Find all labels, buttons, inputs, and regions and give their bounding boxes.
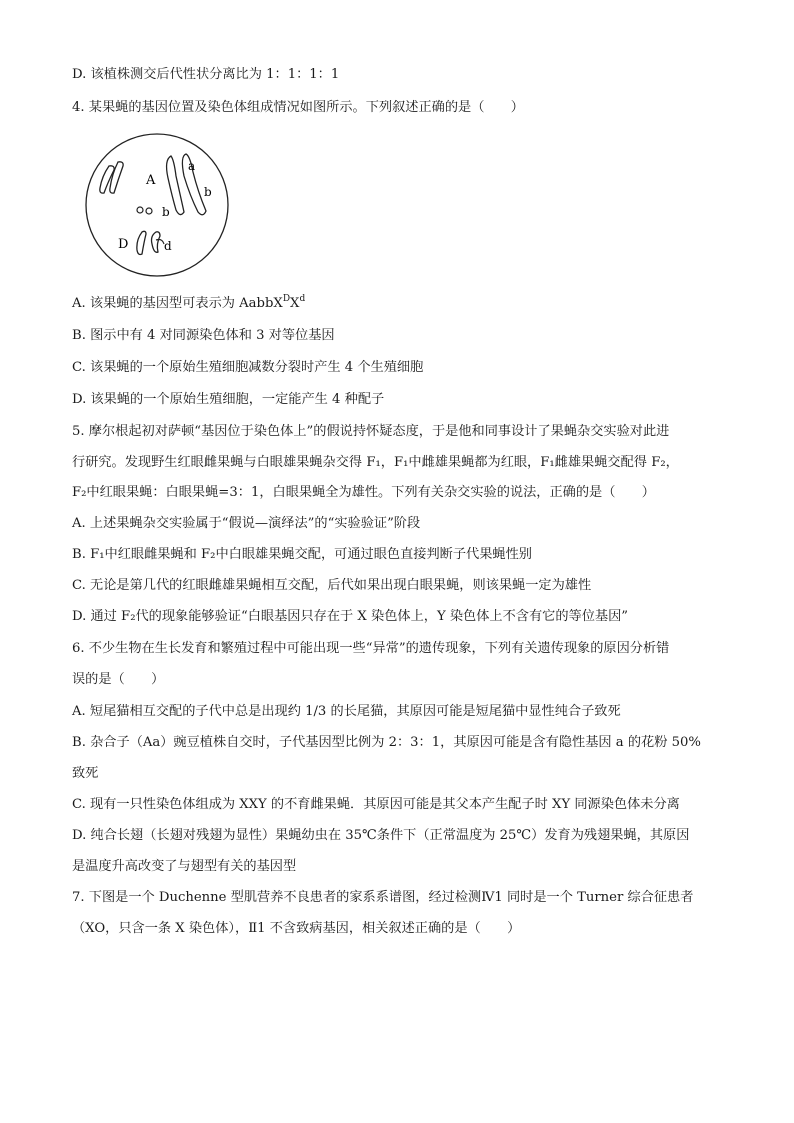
line-q3d: D. 该植株测交后代性状分离比为 1：1：1：1 (72, 67, 340, 82)
label-b-right: b (204, 185, 212, 199)
chromosome-figure (76, 132, 238, 278)
option-4c: C. 该果蝇的一个原始生殖细胞减数分裂时产生 4 个生殖细胞 (72, 360, 424, 375)
option-4d: D. 该果蝇的一个原始生殖细胞，一定能产生 4 种配子 (72, 392, 385, 407)
chromosome-D (137, 231, 146, 254)
label-D: D (118, 237, 129, 252)
option-5a: A. 上述果蝇杂交实验属于“假说—演绎法”的“实验验证”阶段 (72, 516, 421, 531)
question-5-line-1: 5. 摩尔根起初对萨顿“基因位于染色体上”的假说持怀疑态度，于是他和同事设计了果蝇杂交实验对此进 (72, 424, 670, 439)
option-4a-text: A. 该果蝇的基因型可表示为 AabbX (72, 296, 283, 311)
option-5c: C. 无论是第几代的红眼雌雄果蝇相互交配，后代如果出现白眼果蝇，则该果蝇一定为雄性 (72, 578, 592, 593)
option-6d-line-2: 是温度升高改变了与翅型有关的基因型 (72, 859, 297, 874)
sup-D: D (282, 294, 291, 304)
label-b-left: b (162, 205, 170, 219)
question-6-line-2: 误的是（ ） (72, 672, 165, 687)
label-A: A (146, 173, 156, 188)
option-5b: B. F₁中红眼雌果蝇和 F₂中白眼雄果蝇交配，可通过眼色直接判断子代果蝇性别 (72, 547, 532, 562)
question-5-line-3: F₂中红眼果蝇：白眼果蝇=3：1，白眼果蝇全为雄性。下列有关杂交实验的说法，正确的是（ ） (72, 485, 655, 500)
chromosome-dot-2 (146, 208, 152, 214)
question-7-line-1: 7. 下图是一个 Duchenne 型肌营养不良患者的家系系谱图，经过检测Ⅳ1 同时是一个 Turner 综合征患者 (72, 890, 694, 905)
cell-outline (86, 134, 228, 276)
x-mid: X (290, 296, 300, 311)
option-6b-line-2: 致死 (72, 766, 99, 781)
option-4b: B. 图示中有 4 对同源染色体和 3 对等位基因 (72, 328, 335, 343)
chromosome-d (152, 232, 161, 253)
option-5d: D. 通过 F₂代的现象能够验证“白眼基因只存在于 X 染色体上，Y 染色体上不含有它的等位基因” (72, 609, 629, 624)
option-6b-line-1: B. 杂合子（Aa）豌豆植株自交时，子代基因型比例为 2：3：1，其原因可能是含有隐性基因 a 的花粉 50% (72, 735, 701, 750)
chromosome-dot-1 (137, 207, 143, 213)
option-6c: C. 现有一只性染色体组成为 XXY 的不育雌果蝇．其原因可能是其父本产生配子时 XY 同源染色体未分离 (72, 797, 680, 812)
question-6-line-1: 6. 不少生物在生长发育和繁殖过程中可能出现一些“异常”的遗传现象，下列有关遗传现象的原因分析错 (72, 641, 670, 656)
label-d: d (164, 239, 172, 253)
option-6a: A. 短尾猫相互交配的子代中总是出现约 1/3 的长尾猫，其原因可能是短尾猫中显性纯合子致死 (72, 704, 621, 719)
sup-d: d (299, 294, 306, 304)
question-7-line-2: （XO，只含一条 X 染色体），Ⅱ1 不含致病基因，相关叙述正确的是（ ） (72, 921, 521, 936)
question-4-stem: 4. 某果蝇的基因位置及染色体组成情况如图所示。下列叙述正确的是（ ） (72, 100, 524, 115)
question-5-line-2: 行研究。发现野生红眼雌果蝇与白眼雄果蝇杂交得 F₁，F₁中雌雄果蝇都为红眼，F₁雌雄果蝇交配得 F₂， (72, 455, 679, 470)
label-a: a (188, 159, 196, 173)
option-4a (72, 294, 305, 315)
option-6d-line-1: D. 纯合长翅（长翅对残翅为显性）果蝇幼虫在 35℃条件下（正常温度为 25℃）发育为残翅果蝇，其原因 (72, 828, 690, 843)
